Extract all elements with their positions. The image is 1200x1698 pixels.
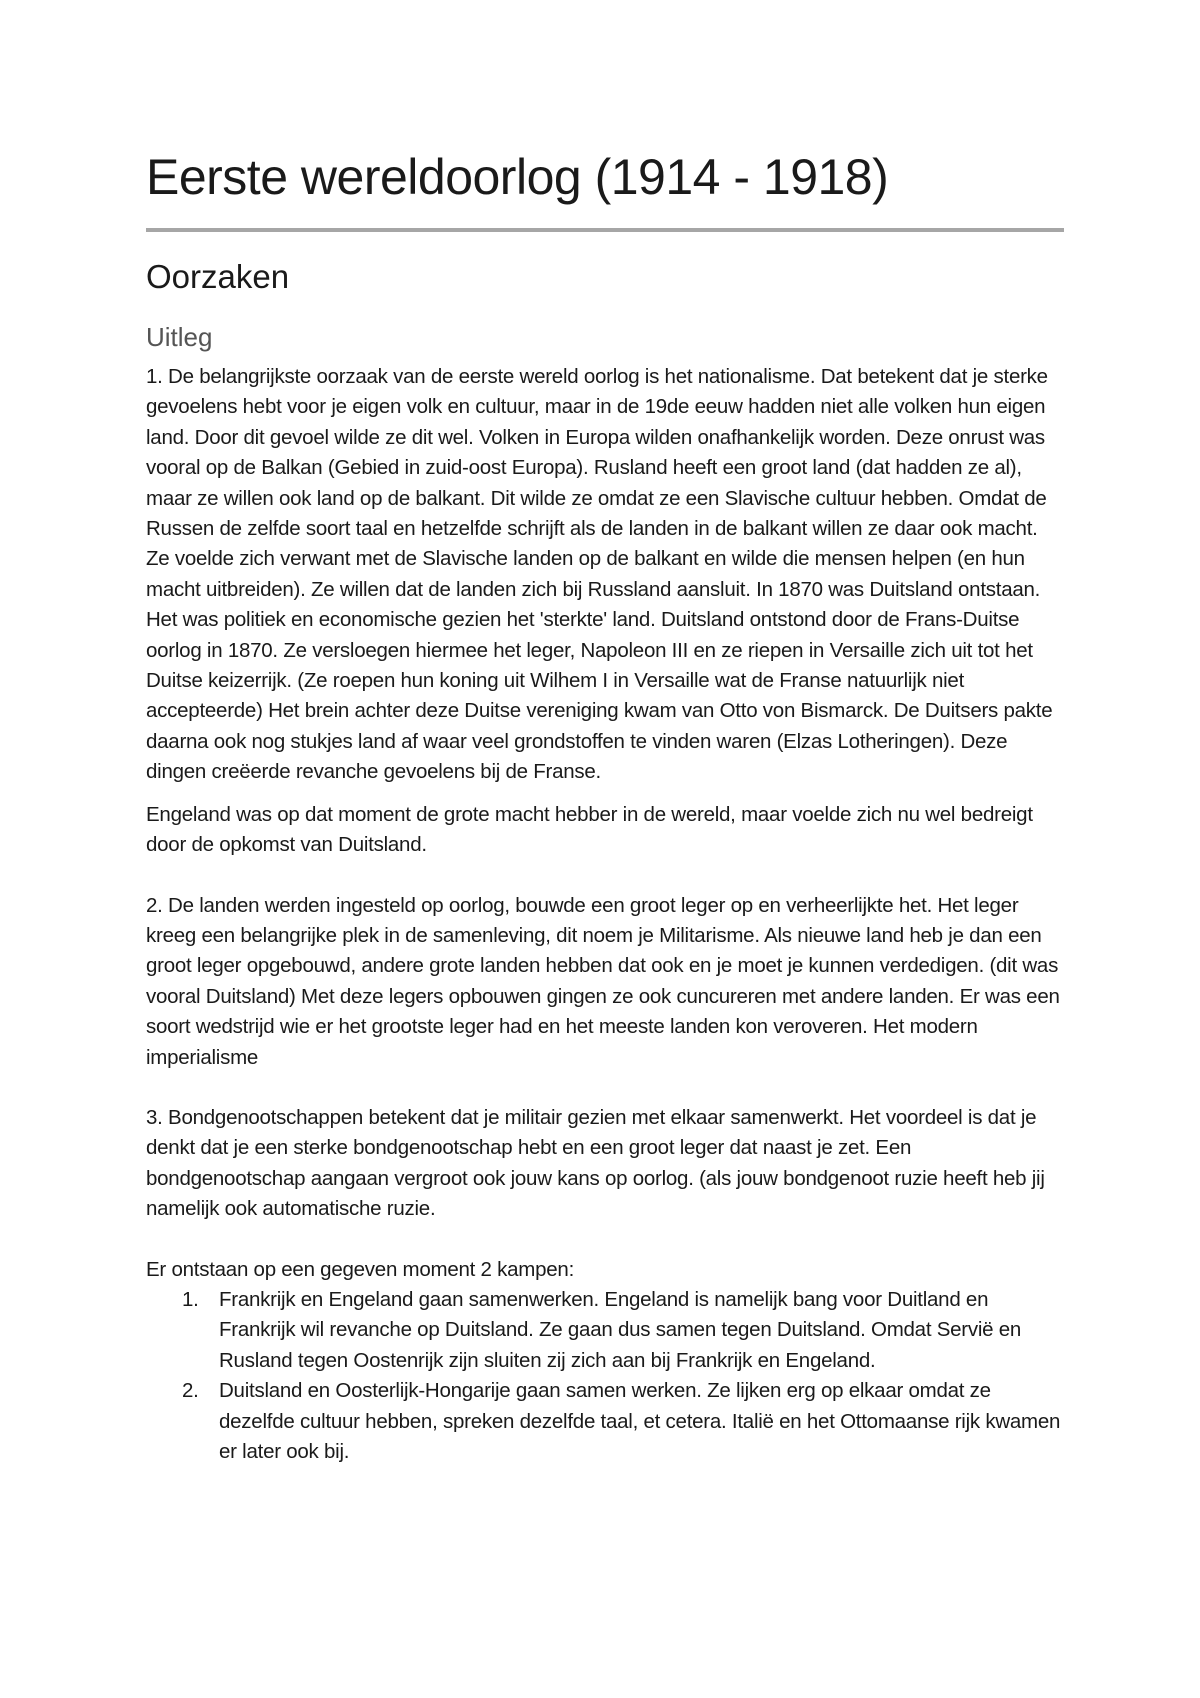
paragraph-militarism: 2. De landen werden ingesteld op oorlog, bouwde een groot leger op en verheerlijkte het. Het leger kreeg een belangrijke plek in de samenleving, dit noem je Militarisme. Als nieuwe land heb je dan een groot leger opgebouwd, andere grote landen hebben dat ook en je moet je kunnen verdedigen. (dit was vooral Duitsland) Met deze legers opbouwen gingen ze ook cuncureren met andere landen. Er was een soort wedstrijd wie er het grootste leger had en het meeste landen kon veroveren. Het modern imperialisme xyxy=(146,893,1060,1069)
section-heading: Oorzaken xyxy=(146,258,290,295)
paragraph-alliances: 3. Bondgenootschappen betekent dat je militair gezien met elkaar samenwerkt. Het voordeel is dat je denkt dat je een sterke bondgenootschap hebt en een groot leger dat naast je zet. Een bondgenootschap aangaan vergroot ook jouw kans op oorlog. (als jouw bondgenoot ruzie heeft heb jij namelijk ook automatische ruzie. xyxy=(146,1105,1045,1221)
paragraph-camps-intro: Er ontstaan op een gegeven moment 2 kampen: xyxy=(146,1257,575,1281)
list-item xyxy=(146,1285,1064,1376)
subsection-heading: Uitleg xyxy=(146,322,213,352)
list-number: 1. xyxy=(182,1287,199,1311)
title-divider xyxy=(146,228,1064,232)
list-number: 2. xyxy=(182,1379,199,1403)
paragraph-england: Engeland was op dat moment de grote macht hebber in de wereld, maar voelde zich nu wel bedreigt door de opkomst van Duitsland. xyxy=(146,802,1033,857)
document-title: Eerste wereldoorlog (1914 - 1918) xyxy=(146,149,889,205)
list-item-text: Frankrijk en Engeland gaan samenwerken. Engeland is namelijk bang voor Duitland en Frankrijk wil revanche op Duitsland. Ze gaan dus samen tegen Duitsland. Omdat Servië en Rusland tegen Oostenrijk zijn sluiten zij zich aan bij Frankrijk en Engeland. xyxy=(219,1287,1022,1372)
camps-list xyxy=(146,1285,1064,1467)
list-item xyxy=(146,1376,1064,1467)
list-item-text: Duitsland en Oosterlijk-Hongarije gaan samen werken. Ze lijken erg op elkaar omdat ze dezelfde cultuur hebben, spreken dezelfde taal, et cetera. Italië en het Ottomaanse rijk kwamen er later ook bij. xyxy=(219,1379,1061,1463)
document-body xyxy=(146,362,1064,1467)
paragraph-nationalism: 1. De belangrijkste oorzaak van de eerste wereld oorlog is het nationalisme. Dat betekent dat je sterke gevoelens hebt voor je eigen volk en cultuur, maar in de 19de eeuw hadden niet alle volken hun eigen land. Door dit gevoel wilde ze dit wel. Volken in Europa wilden onafhankelijk worden. Deze onrust was vooral op de Balkan (Gebied in zuid-oost Europa). Rusland heeft een groot land (dat hadden ze al), maar ze willen ook land op de balkant. Dit wilde ze omdat ze een Slavische cultuur hebben. Omdat de Russen de zelfde soort taal en hetzelfde schrijft als de landen in de balkant willen ze daar ook macht. Ze voelde zich verwant met de Slavische landen op de balkant en wilde die mensen helpen (en hun macht uitbreiden). Ze willen dat de landen zich bij Russland aansluit. In 1870 was Duitsland ontstaan. Het was politiek en economische gezien het 'sterkte' land. Duitsland ontstond door de Frans-Duitse oorlog in 1870. Ze versloegen hiermee het leger, Napoleon III en ze riepen in Versaille zich uit tot het Duitse keizerrijk. (Ze roepen hun koning uit Wilhem I in Versaille wat de Franse natuurlijk niet accepteerde) Het brein achter deze Duitse vereniging kwam van Otto von Bismarck. De Duitsers pakte daarna ook nog stukjes land af waar veel grondstoffen te vinden waren (Elzas Lotheringen). Deze dingen creëerde revanche gevoelens bij de Franse. xyxy=(146,365,1053,784)
